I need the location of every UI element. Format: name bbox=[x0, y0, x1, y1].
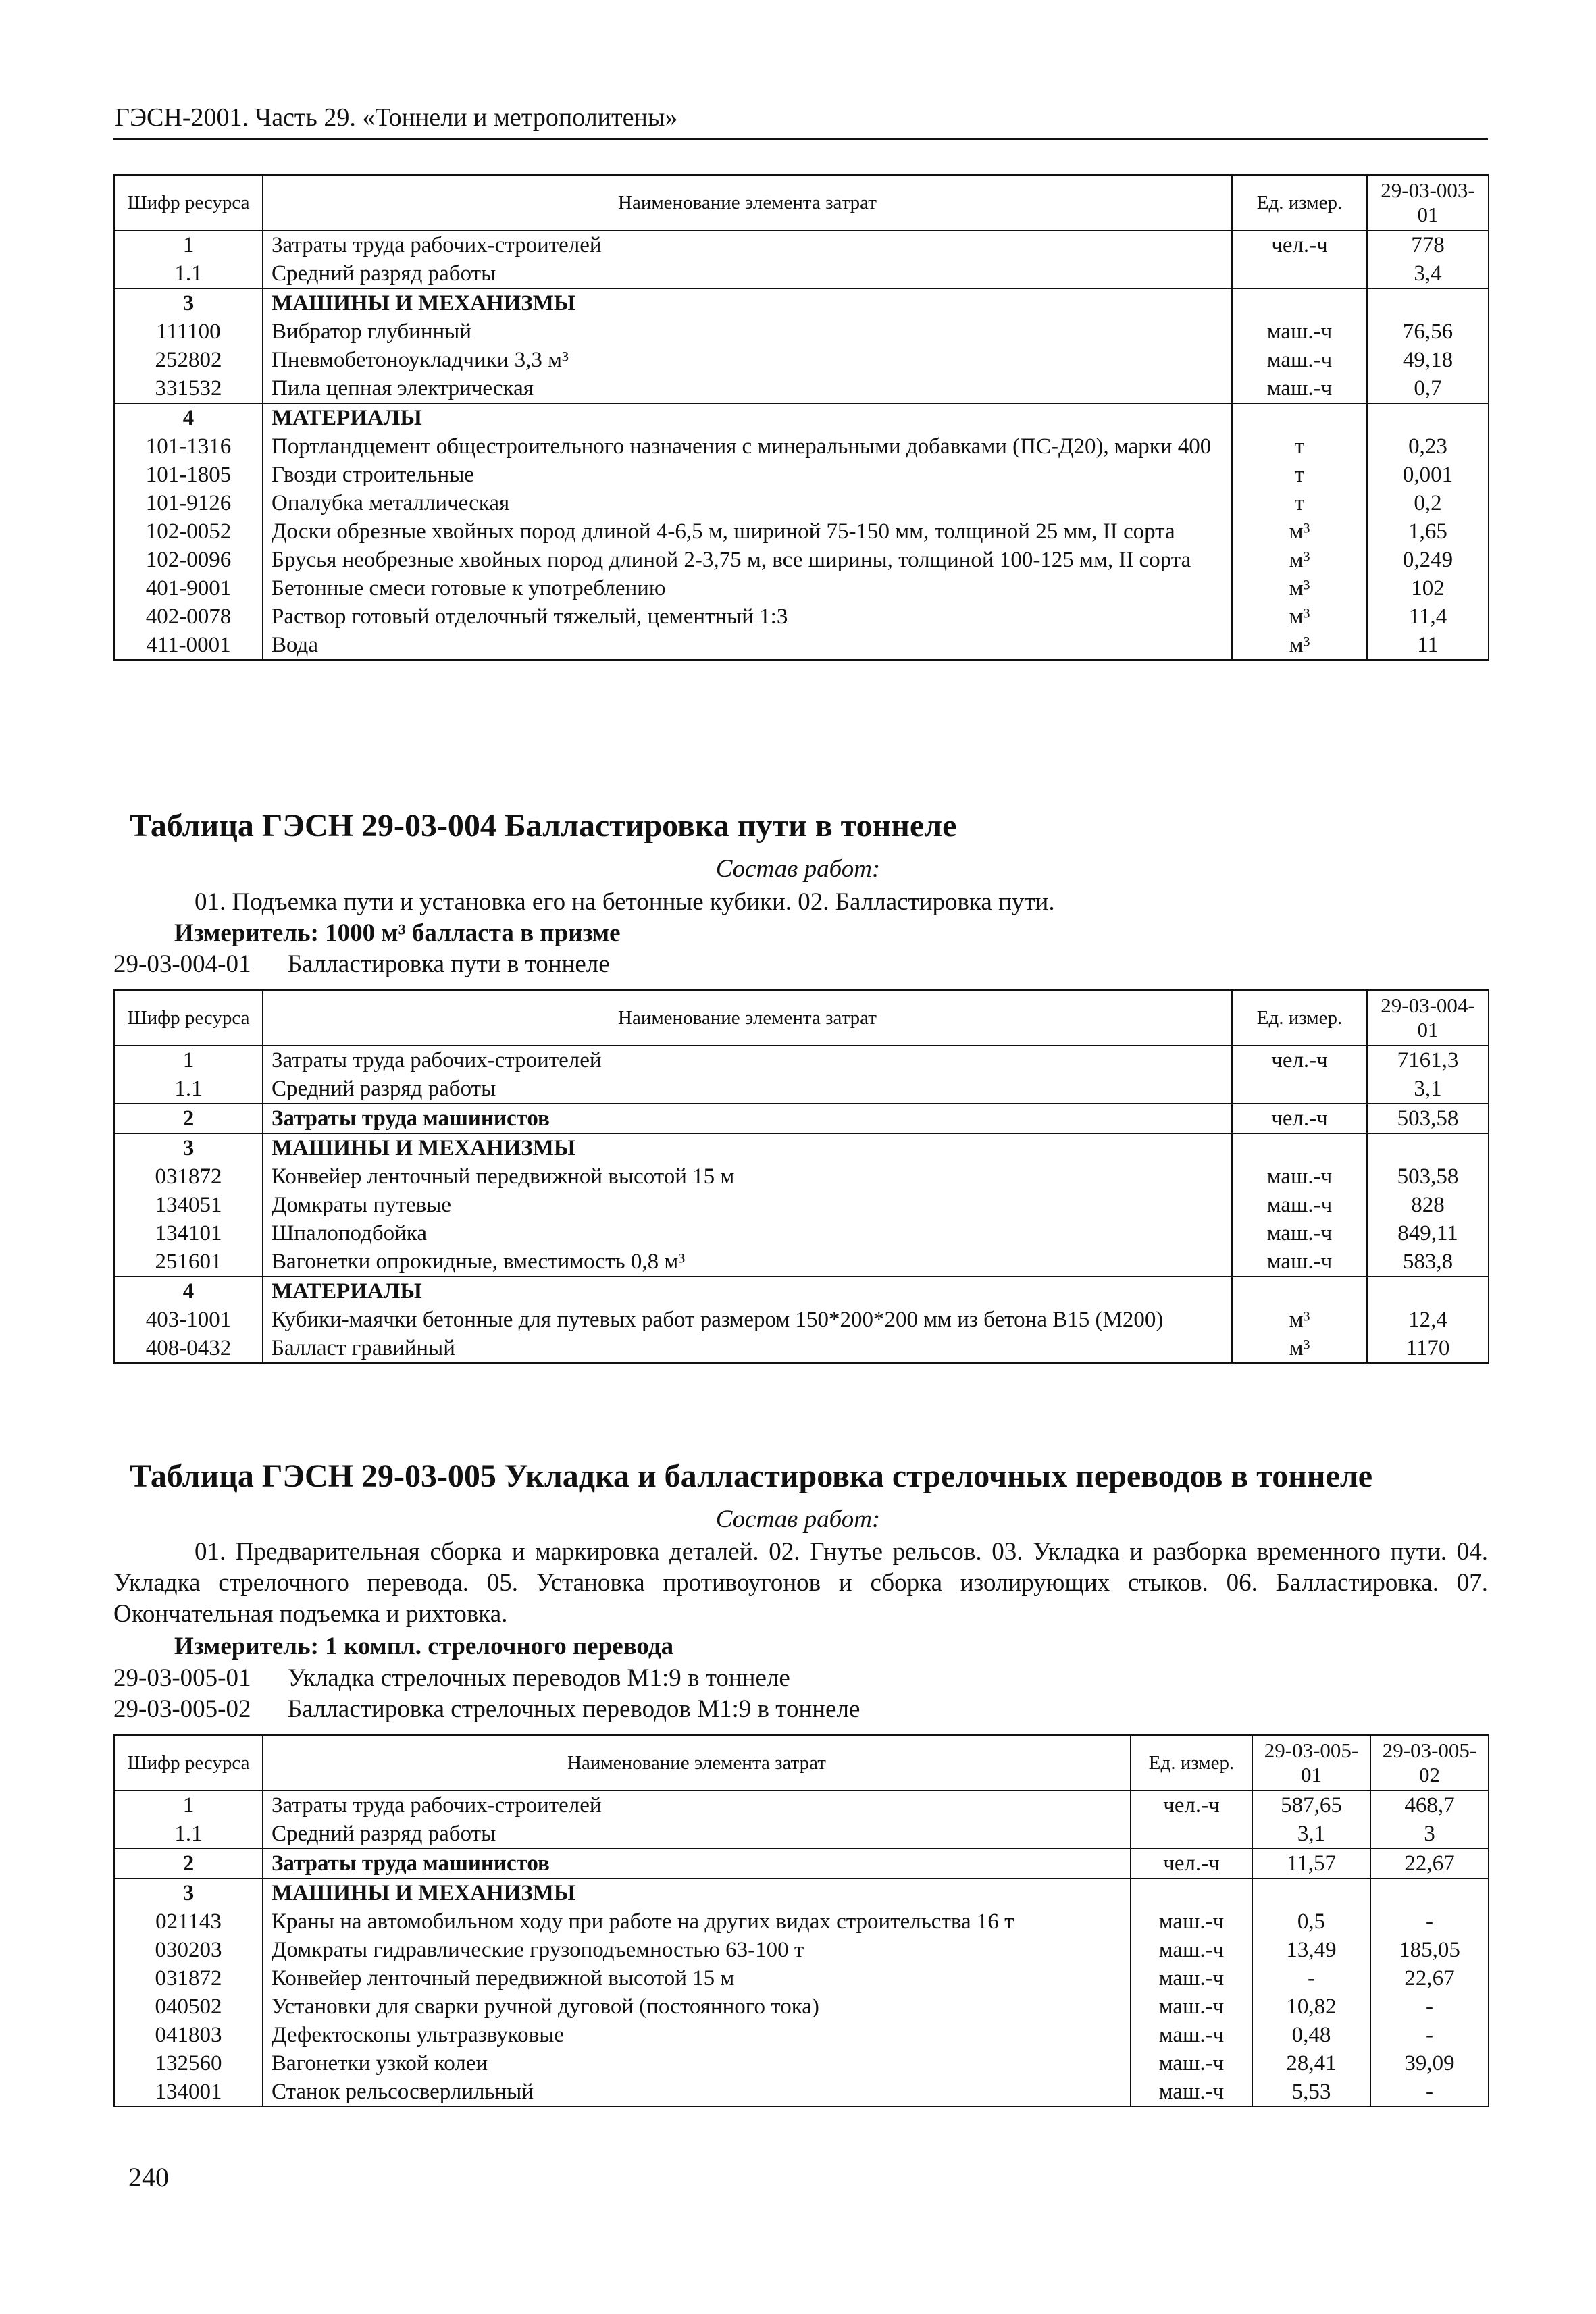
resource-name-cell: Затраты труда рабочих-строителей bbox=[263, 1791, 1131, 1820]
unit-cell: маш.-ч bbox=[1232, 317, 1367, 346]
resource-code-cell: 102-0096 bbox=[114, 546, 263, 574]
unit-cell: м³ bbox=[1232, 574, 1367, 602]
resource-code-cell: 134051 bbox=[114, 1191, 263, 1219]
group-row bbox=[114, 1277, 1489, 1306]
value-cell: - bbox=[1370, 2078, 1489, 2107]
resource-code-cell: 102-0052 bbox=[114, 517, 263, 546]
resource-name-cell: Домкраты гидравлические грузоподъемностью 63-100 т bbox=[263, 1936, 1131, 1964]
resource-code-cell: 1.1 bbox=[114, 1075, 263, 1104]
resource-code-cell: 134101 bbox=[114, 1219, 263, 1248]
resource-name-cell: Домкраты путевые bbox=[263, 1191, 1232, 1219]
value-cell: 5,53 bbox=[1252, 2078, 1370, 2107]
unit-cell bbox=[1232, 1277, 1367, 1306]
norm-name: Балластировка стрелочных переводов М1:9 в тоннеле bbox=[288, 1695, 860, 1723]
resource-code-cell: 1.1 bbox=[114, 1820, 263, 1849]
resource-code-cell: 331532 bbox=[114, 374, 263, 403]
value-cell bbox=[1367, 1133, 1489, 1162]
table-row bbox=[114, 1992, 1489, 2021]
value-cell: 583,8 bbox=[1367, 1248, 1489, 1277]
col-header-name: Наименование элемента затрат bbox=[263, 990, 1232, 1046]
resource-code-cell: 041803 bbox=[114, 2021, 263, 2049]
unit-cell: маш.-ч bbox=[1131, 2049, 1252, 2078]
unit-cell: чел.-ч bbox=[1232, 1104, 1367, 1133]
unit-cell: маш.-ч bbox=[1131, 1936, 1252, 1964]
resource-code-cell: 3 bbox=[114, 288, 263, 317]
col-header-norm-code: 29-03-005-01 bbox=[1252, 1735, 1370, 1791]
resource-name-cell: Вагонетки опрокидные, вместимость 0,8 м³ bbox=[263, 1248, 1232, 1277]
value-cell: 22,67 bbox=[1370, 1964, 1489, 1992]
unit-cell: чел.-ч bbox=[1232, 1046, 1367, 1075]
unit-cell: чел.-ч bbox=[1131, 1849, 1252, 1878]
value-cell: 828 bbox=[1367, 1191, 1489, 1219]
resource-name-cell: Брусья необрезные хвойных пород длиной 2-3,75 м, все ширины, толщиной 100-125 мм, II сорта bbox=[263, 546, 1232, 574]
table-row bbox=[114, 1219, 1489, 1248]
col-header-norm-code: 29-03-003-01 bbox=[1367, 175, 1489, 230]
value-cell bbox=[1367, 1277, 1489, 1306]
measure-unit: Измеритель: 1 компл. стрелочного перевода bbox=[174, 1632, 674, 1660]
value-cell: - bbox=[1370, 1907, 1489, 1936]
unit-cell: маш.-ч bbox=[1232, 374, 1367, 403]
resource-code-cell: 1 bbox=[114, 1791, 263, 1820]
value-cell: 3,1 bbox=[1252, 1820, 1370, 1849]
norm-code-line bbox=[113, 1664, 790, 1693]
table-row bbox=[114, 1191, 1489, 1219]
resource-name-cell: Портландцемент общестроительного назначения с минеральными добавками (ПС-Д20), марки 400 bbox=[263, 432, 1232, 461]
resource-code-cell: 040502 bbox=[114, 1992, 263, 2021]
sostav-label: Состав работ: bbox=[715, 1506, 881, 1533]
resource-name-cell: МАШИНЫ И МЕХАНИЗМЫ bbox=[263, 1133, 1232, 1162]
resource-name-cell: Вода bbox=[263, 631, 1232, 660]
table-row bbox=[114, 602, 1489, 631]
table-row bbox=[114, 346, 1489, 374]
unit-cell: м³ bbox=[1232, 546, 1367, 574]
header-rule bbox=[113, 138, 1488, 140]
resource-name-cell: Затраты труда машинистов bbox=[263, 1849, 1131, 1878]
value-cell: 12,4 bbox=[1367, 1306, 1489, 1334]
value-cell: 76,56 bbox=[1367, 317, 1489, 346]
unit-cell: маш.-ч bbox=[1232, 1219, 1367, 1248]
col-header-unit: Ед. измер. bbox=[1232, 990, 1367, 1046]
table-row bbox=[114, 432, 1489, 461]
unit-cell bbox=[1131, 1878, 1252, 1907]
value-cell: 0,001 bbox=[1367, 461, 1489, 489]
value-cell: 22,67 bbox=[1370, 1849, 1489, 1878]
unit-cell: м³ bbox=[1232, 1306, 1367, 1334]
value-cell: 39,09 bbox=[1370, 2049, 1489, 2078]
table-row bbox=[114, 461, 1489, 489]
resource-name-cell: МАТЕРИАЛЫ bbox=[263, 403, 1232, 432]
resource-code-cell: 411-0001 bbox=[114, 631, 263, 660]
norm-code: 29-03-005-01 bbox=[113, 1664, 251, 1692]
value-cell bbox=[1367, 288, 1489, 317]
resource-name-cell: Конвейер ленточный передвижной высотой 15 м bbox=[263, 1964, 1131, 1992]
resource-code-cell: 2 bbox=[114, 1849, 263, 1878]
resource-code-cell: 401-9001 bbox=[114, 574, 263, 602]
resource-name-cell: Доски обрезные хвойных пород длиной 4-6,5 м, шириной 75-150 мм, толщиной 25 мм, II сорта bbox=[263, 517, 1232, 546]
value-cell: 11,4 bbox=[1367, 602, 1489, 631]
value-cell: 11 bbox=[1367, 631, 1489, 660]
unit-cell bbox=[1232, 1133, 1367, 1162]
value-cell: 503,58 bbox=[1367, 1162, 1489, 1191]
table-row bbox=[114, 2078, 1489, 2107]
unit-cell: м³ bbox=[1232, 1334, 1367, 1363]
unit-cell: чел.-ч bbox=[1131, 1791, 1252, 1820]
table-row bbox=[114, 1334, 1489, 1363]
resource-name-cell: Затраты труда машинистов bbox=[263, 1104, 1232, 1133]
value-cell: 0,7 bbox=[1367, 374, 1489, 403]
resource-code-cell: 101-1316 bbox=[114, 432, 263, 461]
resource-code-cell: 030203 bbox=[114, 1936, 263, 1964]
resource-name-cell: Раствор готовый отделочный тяжелый, цементный 1:3 bbox=[263, 602, 1232, 631]
group-row bbox=[114, 403, 1489, 432]
table-row bbox=[114, 631, 1489, 660]
unit-cell: маш.-ч bbox=[1232, 1191, 1367, 1219]
unit-cell bbox=[1131, 1820, 1252, 1849]
value-cell: 10,82 bbox=[1252, 1992, 1370, 2021]
resource-name-cell: Опалубка металлическая bbox=[263, 489, 1232, 517]
resource-name-cell: МАШИНЫ И МЕХАНИЗМЫ bbox=[263, 1878, 1131, 1907]
measure-unit: Измеритель: 1000 м³ балласта в призме bbox=[174, 919, 621, 947]
resource-code-cell: 403-1001 bbox=[114, 1306, 263, 1334]
col-header-name: Наименование элемента затрат bbox=[263, 1735, 1131, 1791]
table-row bbox=[114, 374, 1489, 403]
table-row bbox=[114, 1104, 1489, 1133]
resource-code-cell: 101-1805 bbox=[114, 461, 263, 489]
table-row bbox=[114, 1907, 1489, 1936]
resource-code-cell: 251601 bbox=[114, 1248, 263, 1277]
table-row bbox=[114, 1936, 1489, 1964]
resource-name-cell: Пневмобетоноукладчики 3,3 м³ bbox=[263, 346, 1232, 374]
resource-name-cell: Затраты труда рабочих-строителей bbox=[263, 1046, 1232, 1075]
norm-name: Укладка стрелочных переводов М1:9 в тоннеле bbox=[288, 1664, 790, 1692]
resource-table-29-03-003 bbox=[113, 174, 1489, 661]
norm-name: Балластировка пути в тоннеле bbox=[288, 950, 610, 978]
value-cell: 11,57 bbox=[1252, 1849, 1370, 1878]
unit-cell: маш.-ч bbox=[1232, 1248, 1367, 1277]
table-row bbox=[114, 2021, 1489, 2049]
value-cell: 778 bbox=[1367, 230, 1489, 259]
resource-code-cell: 4 bbox=[114, 403, 263, 432]
page-header: ГЭСН-2001. Часть 29. «Тоннели и метрополитены» bbox=[115, 103, 678, 132]
value-cell: 587,65 bbox=[1252, 1791, 1370, 1820]
unit-cell: маш.-ч bbox=[1232, 1162, 1367, 1191]
resource-table-29-03-004 bbox=[113, 989, 1489, 1364]
unit-cell: маш.-ч bbox=[1232, 346, 1367, 374]
resource-code-cell: 408-0432 bbox=[114, 1334, 263, 1363]
resource-code-cell: 1 bbox=[114, 230, 263, 259]
col-header-unit: Ед. измер. bbox=[1232, 175, 1367, 230]
value-cell: 3,4 bbox=[1367, 259, 1489, 288]
value-cell: 0,5 bbox=[1252, 1907, 1370, 1936]
value-cell: - bbox=[1252, 1964, 1370, 1992]
resource-name-cell: Затраты труда рабочих-строителей bbox=[263, 230, 1232, 259]
value-cell: 13,49 bbox=[1252, 1936, 1370, 1964]
resource-code-cell: 134001 bbox=[114, 2078, 263, 2107]
unit-cell bbox=[1232, 403, 1367, 432]
resource-name-cell: Средний разряд работы bbox=[263, 1820, 1131, 1849]
resource-name-cell: Средний разряд работы bbox=[263, 259, 1232, 288]
resource-name-cell: Средний разряд работы bbox=[263, 1075, 1232, 1104]
table-row bbox=[114, 2049, 1489, 2078]
value-cell: 7161,3 bbox=[1367, 1046, 1489, 1075]
table-row bbox=[114, 1791, 1489, 1820]
resource-code-cell: 4 bbox=[114, 1277, 263, 1306]
resource-code-cell: 3 bbox=[114, 1133, 263, 1162]
col-header-norm-code: 29-03-005-02 bbox=[1370, 1735, 1489, 1791]
group-row bbox=[114, 1133, 1489, 1162]
col-header-norm-code: 29-03-004-01 bbox=[1367, 990, 1489, 1046]
resource-name-cell: Дефектоскопы ультразвуковые bbox=[263, 2021, 1131, 2049]
unit-cell: т bbox=[1232, 432, 1367, 461]
resource-code-cell: 111100 bbox=[114, 317, 263, 346]
table-title-29-03-004: Таблица ГЭСН 29-03-004 Балластировка пути в тоннеле bbox=[130, 808, 957, 844]
unit-cell bbox=[1232, 259, 1367, 288]
unit-cell: т bbox=[1232, 461, 1367, 489]
resource-code-cell: 132560 bbox=[114, 2049, 263, 2078]
table-row bbox=[114, 1046, 1489, 1075]
col-header-unit: Ед. измер. bbox=[1131, 1735, 1252, 1791]
resource-code-cell: 021143 bbox=[114, 1907, 263, 1936]
resource-code-cell: 101-9126 bbox=[114, 489, 263, 517]
resource-name-cell: Конвейер ленточный передвижной высотой 15 м bbox=[263, 1162, 1232, 1191]
page-number: 240 bbox=[128, 2162, 169, 2192]
value-cell: 185,05 bbox=[1370, 1936, 1489, 1964]
resource-code-cell: 402-0078 bbox=[114, 602, 263, 631]
table-row bbox=[114, 1075, 1489, 1104]
value-cell: 0,249 bbox=[1367, 546, 1489, 574]
value-cell: 503,58 bbox=[1367, 1104, 1489, 1133]
col-header-code: Шифр ресурса bbox=[114, 175, 263, 230]
unit-cell bbox=[1232, 288, 1367, 317]
table-row bbox=[114, 317, 1489, 346]
resource-name-cell: Кубики-маячки бетонные для путевых работ размером 150*200*200 мм из бетона В15 (М200) bbox=[263, 1306, 1232, 1334]
table-row bbox=[114, 1248, 1489, 1277]
resource-code-cell: 031872 bbox=[114, 1964, 263, 1992]
value-cell: 0,48 bbox=[1252, 2021, 1370, 2049]
table-row bbox=[114, 1849, 1489, 1878]
unit-cell: маш.-ч bbox=[1131, 2021, 1252, 2049]
resource-name-cell: Балласт гравийный bbox=[263, 1334, 1232, 1363]
resource-code-cell: 031872 bbox=[114, 1162, 263, 1191]
value-cell: 1170 bbox=[1367, 1334, 1489, 1363]
col-header-code: Шифр ресурса bbox=[114, 1735, 263, 1791]
table-row bbox=[114, 1820, 1489, 1849]
table-title-29-03-005: Таблица ГЭСН 29-03-005 Укладка и балластировка стрелочных переводов в тоннеле bbox=[130, 1458, 1373, 1494]
value-cell: 28,41 bbox=[1252, 2049, 1370, 2078]
value-cell bbox=[1367, 403, 1489, 432]
value-cell: 1,65 bbox=[1367, 517, 1489, 546]
resource-code-cell: 3 bbox=[114, 1878, 263, 1907]
table-row bbox=[114, 574, 1489, 602]
resource-name-cell: Гвозди строительные bbox=[263, 461, 1232, 489]
resource-name-cell: Станок рельсосверлильный bbox=[263, 2078, 1131, 2107]
unit-cell: маш.-ч bbox=[1131, 1964, 1252, 1992]
col-header-code: Шифр ресурса bbox=[114, 990, 263, 1046]
unit-cell: маш.-ч bbox=[1131, 1907, 1252, 1936]
table-row bbox=[114, 489, 1489, 517]
sostav-label: Состав работ: bbox=[715, 855, 881, 883]
norm-code-line bbox=[113, 950, 610, 979]
table-row bbox=[114, 1162, 1489, 1191]
value-cell: 49,18 bbox=[1367, 346, 1489, 374]
resource-code-cell: 1.1 bbox=[114, 259, 263, 288]
norm-code: 29-03-005-02 bbox=[113, 1695, 251, 1723]
resource-name-cell: Установки для сварки ручной дуговой (постоянного тока) bbox=[263, 1992, 1131, 2021]
value-cell: 3 bbox=[1370, 1820, 1489, 1849]
norm-code: 29-03-004-01 bbox=[113, 950, 251, 978]
unit-cell: м³ bbox=[1232, 517, 1367, 546]
resource-code-cell: 1 bbox=[114, 1046, 263, 1075]
unit-cell bbox=[1232, 1075, 1367, 1104]
table-row bbox=[114, 259, 1489, 288]
table-row bbox=[114, 1964, 1489, 1992]
col-header-name: Наименование элемента затрат bbox=[263, 175, 1232, 230]
value-cell: 3,1 bbox=[1367, 1075, 1489, 1104]
value-cell: 468,7 bbox=[1370, 1791, 1489, 1820]
value-cell: 102 bbox=[1367, 574, 1489, 602]
works-description: 01. Подъемка пути и установка его на бетонные кубики. 02. Балластировка пути. bbox=[195, 888, 1055, 916]
resource-name-cell: Бетонные смеси готовые к употреблению bbox=[263, 574, 1232, 602]
resource-name-cell: МАШИНЫ И МЕХАНИЗМЫ bbox=[263, 288, 1232, 317]
table-row bbox=[114, 517, 1489, 546]
resource-name-cell: Вибратор глубинный bbox=[263, 317, 1232, 346]
value-cell bbox=[1252, 1878, 1370, 1907]
table-row bbox=[114, 230, 1489, 259]
resource-name-cell: МАТЕРИАЛЫ bbox=[263, 1277, 1232, 1306]
unit-cell: м³ bbox=[1232, 602, 1367, 631]
value-cell: - bbox=[1370, 1992, 1489, 2021]
value-cell: 0,23 bbox=[1367, 432, 1489, 461]
resource-name-cell: Краны на автомобильном ходу при работе на других видах строительства 16 т bbox=[263, 1907, 1131, 1936]
unit-cell: маш.-ч bbox=[1131, 2078, 1252, 2107]
resource-name-cell: Пила цепная электрическая bbox=[263, 374, 1232, 403]
value-cell: - bbox=[1370, 2021, 1489, 2049]
group-row bbox=[114, 288, 1489, 317]
table-row bbox=[114, 546, 1489, 574]
resource-code-cell: 252802 bbox=[114, 346, 263, 374]
resource-table-29-03-005 bbox=[113, 1734, 1489, 2107]
resource-name-cell: Вагонетки узкой колеи bbox=[263, 2049, 1131, 2078]
works-description: 01. Предварительная сборка и маркировка деталей. 02. Гнутье рельсов. 03. Укладка и разборка временного пути. 04. Укладка стрелочного перевода. 05. Установка противоугонов и сборка изолирующих стыков. 06. Балластировка. 07. Окончательная подъемка и рихтовка. bbox=[113, 1538, 1488, 1628]
value-cell bbox=[1370, 1878, 1489, 1907]
unit-cell: т bbox=[1232, 489, 1367, 517]
resource-name-cell: Шпалоподбойка bbox=[263, 1219, 1232, 1248]
norm-code-line bbox=[113, 1695, 860, 1724]
table-row bbox=[114, 1306, 1489, 1334]
value-cell: 0,2 bbox=[1367, 489, 1489, 517]
group-row bbox=[114, 1878, 1489, 1907]
value-cell: 849,11 bbox=[1367, 1219, 1489, 1248]
unit-cell: маш.-ч bbox=[1131, 1992, 1252, 2021]
resource-code-cell: 2 bbox=[114, 1104, 263, 1133]
unit-cell: м³ bbox=[1232, 631, 1367, 660]
unit-cell: чел.-ч bbox=[1232, 230, 1367, 259]
